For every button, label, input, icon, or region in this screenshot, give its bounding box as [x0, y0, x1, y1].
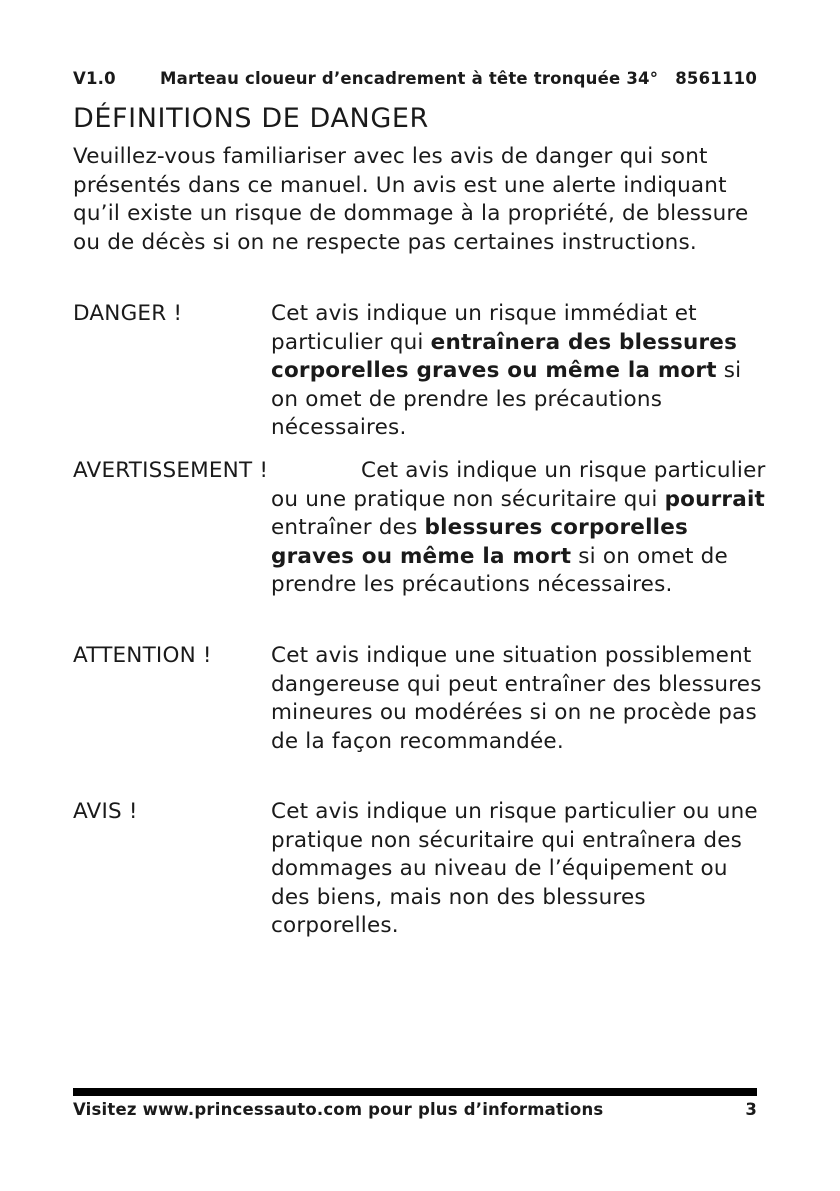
definition-attention: [73, 642, 773, 756]
desc-text: entraîner des: [271, 515, 425, 541]
part-number: 8561110: [675, 69, 757, 88]
definition-avis: [73, 798, 773, 941]
definition-danger: [73, 300, 773, 443]
definition-description: [271, 457, 773, 600]
section-title: DÉFINITIONS DE DANGER: [73, 103, 429, 134]
page-header: [73, 69, 757, 88]
desc-text: Cet avis indique un risque particulier ou une pratique non sécuritaire qui entraînera des dommages au niveau de l’équipement ou des biens, mais non des blessures corporelles.: [271, 799, 758, 939]
definition-avertissement: [73, 457, 773, 600]
footer-text: Visitez www.princessauto.com pour plus d’informations: [73, 1100, 604, 1119]
footer-divider: [73, 1088, 757, 1096]
page-footer: [73, 1100, 757, 1119]
desc-text: Cet avis indique un risque particulier ou une pratique non sécuritaire qui: [271, 458, 766, 512]
desc-emphasis: entraînera des blessures corporelles graves ou même la mort: [271, 329, 738, 384]
desc-emphasis: blessures corporelles graves ou même la mort: [271, 515, 689, 569]
definition-term: DANGER !: [73, 301, 183, 326]
desc-text: si on omet de prendre les précautions nécessaires.: [271, 358, 742, 441]
definition-description: [271, 642, 773, 756]
definition-description: [271, 798, 773, 941]
version-label: V1.0: [73, 69, 116, 88]
model-title: Marteau cloueur d’encadrement à tête tronquée 34°: [160, 69, 659, 88]
desc-text: si on omet de prendre les précautions nécessaires.: [271, 543, 728, 598]
definition-term: AVERTISSEMENT !: [73, 458, 269, 483]
page-number: 3: [745, 1100, 757, 1119]
desc-text: Cet avis indique un risque immédiat et particulier qui: [271, 301, 697, 355]
definition-term: ATTENTION !: [73, 643, 212, 668]
definition-term: AVIS !: [73, 799, 138, 824]
desc-emphasis: pourrait: [664, 486, 765, 512]
desc-text: Cet avis indique une situation possiblement dangereuse qui peut entraîner des blessures mineures ou modérées si on ne procède pas de la façon recommandée.: [271, 643, 762, 754]
definition-description: [271, 300, 773, 443]
intro-paragraph: Veuillez-vous familiariser avec les avis de danger qui sont présentés dans ce manuel. Un avis est une alerte indiquant qu’il existe un risque de dommage à la propriété, de blessure ou de décès si on ne respecte pas certaines instructions.: [73, 144, 749, 255]
